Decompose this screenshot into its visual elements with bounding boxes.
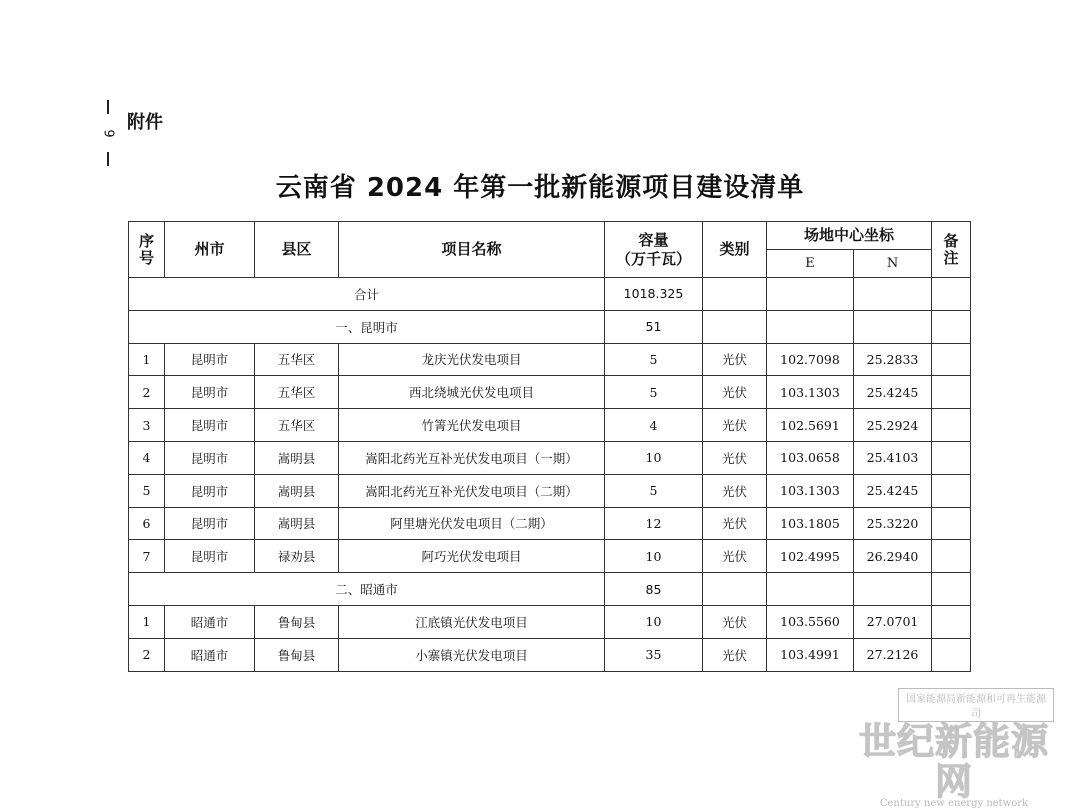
cell-county: 五华区	[255, 376, 339, 409]
total-category	[703, 278, 767, 311]
cell-capacity: 35	[605, 638, 703, 671]
page-number-dash-top	[107, 100, 109, 114]
total-label: 合计	[129, 278, 605, 311]
cell-county: 五华区	[255, 409, 339, 442]
cell-remark	[932, 507, 971, 540]
cell-remark	[932, 474, 971, 507]
cell-county: 五华区	[255, 343, 339, 376]
cell-seq: 7	[129, 540, 165, 573]
table-row	[129, 343, 971, 376]
cell-coord-n: 25.2924	[854, 409, 932, 442]
cell-coord-e: 102.4995	[767, 540, 854, 573]
cell-county: 鲁甸县	[255, 638, 339, 671]
cell-capacity: 12	[605, 507, 703, 540]
cell-remark	[932, 638, 971, 671]
table-row	[129, 409, 971, 442]
section-row	[129, 310, 971, 343]
cell-seq: 6	[129, 507, 165, 540]
cell-county: 鲁甸县	[255, 605, 339, 638]
cell-remark	[932, 409, 971, 442]
total-capacity: 1018.325	[605, 278, 703, 311]
cell-city: 昆明市	[165, 507, 255, 540]
document-title: 云南省 2024 年第一批新能源项目建设清单	[275, 173, 805, 203]
cell-capacity: 5	[605, 474, 703, 507]
section-n	[854, 310, 932, 343]
project-list-table	[128, 221, 971, 672]
section-e	[767, 573, 854, 606]
section-capacity: 51	[605, 310, 703, 343]
cell-city: 昭通市	[165, 638, 255, 671]
table-row	[129, 441, 971, 474]
cell-project-name: 阿里塘光伏发电项目（二期）	[339, 507, 605, 540]
header-capacity-line2: （万千瓦）	[615, 249, 691, 268]
watermark-subtitle: 国家能源局新能源和可再生能源司	[898, 688, 1054, 722]
header-coordinates: 场地中心坐标	[767, 222, 932, 250]
table-body	[129, 278, 971, 672]
cell-remark	[932, 441, 971, 474]
cell-project-name: 阿巧光伏发电项目	[339, 540, 605, 573]
cell-category: 光伏	[703, 343, 767, 376]
cell-coord-n: 27.2126	[854, 638, 932, 671]
section-n	[854, 573, 932, 606]
cell-category: 光伏	[703, 638, 767, 671]
cell-seq: 1	[129, 343, 165, 376]
cell-project-name: 嵩阳北药光互补光伏发电项目（二期）	[339, 474, 605, 507]
header-category: 类别	[703, 222, 767, 278]
cell-category: 光伏	[703, 605, 767, 638]
total-remark	[932, 278, 971, 311]
cell-coord-n: 25.4103	[854, 441, 932, 474]
total-n	[854, 278, 932, 311]
cell-coord-e: 102.7098	[767, 343, 854, 376]
attachment-label: 附件	[127, 112, 163, 133]
header-capacity-line1: 容量	[638, 230, 669, 249]
cell-coord-e: 103.4991	[767, 638, 854, 671]
section-row	[129, 573, 971, 606]
cell-coord-e: 103.1303	[767, 474, 854, 507]
cell-capacity: 10	[605, 441, 703, 474]
cell-category: 光伏	[703, 474, 767, 507]
cell-category: 光伏	[703, 507, 767, 540]
header-county: 县区	[255, 222, 339, 278]
page-number-dash-bottom	[107, 152, 109, 166]
cell-category: 光伏	[703, 376, 767, 409]
header-coord-n: N	[854, 250, 932, 278]
section-category	[703, 310, 767, 343]
watermark	[854, 688, 1054, 809]
cell-project-name: 龙庆光伏发电项目	[339, 343, 605, 376]
cell-project-name: 江底镇光伏发电项目	[339, 605, 605, 638]
table-row	[129, 507, 971, 540]
total-row	[129, 278, 971, 311]
cell-coord-n: 25.4245	[854, 474, 932, 507]
cell-county: 嵩明县	[255, 507, 339, 540]
cell-capacity: 4	[605, 409, 703, 442]
header-capacity	[605, 222, 703, 278]
cell-city: 昆明市	[165, 409, 255, 442]
cell-capacity: 5	[605, 376, 703, 409]
cell-county: 嵩明县	[255, 474, 339, 507]
cell-coord-e: 103.0658	[767, 441, 854, 474]
watermark-logo-text: 世纪新能源网	[859, 720, 1049, 803]
cell-city: 昆明市	[165, 343, 255, 376]
header-remark: 备注	[932, 222, 971, 278]
cell-seq: 2	[129, 376, 165, 409]
cell-coord-n: 25.4245	[854, 376, 932, 409]
section-capacity: 85	[605, 573, 703, 606]
cell-project-name: 嵩阳北药光互补光伏发电项目（一期）	[339, 441, 605, 474]
cell-seq: 1	[129, 605, 165, 638]
cell-category: 光伏	[703, 540, 767, 573]
cell-coord-e: 102.5691	[767, 409, 854, 442]
cell-remark	[932, 605, 971, 638]
total-e	[767, 278, 854, 311]
cell-project-name: 西北绕城光伏发电项目	[339, 376, 605, 409]
cell-city: 昆明市	[165, 474, 255, 507]
header-row	[129, 222, 971, 250]
cell-seq: 2	[129, 638, 165, 671]
table-row	[129, 605, 971, 638]
cell-city: 昭通市	[165, 605, 255, 638]
cell-seq: 5	[129, 474, 165, 507]
cell-coord-n: 26.2940	[854, 540, 932, 573]
cell-remark	[932, 343, 971, 376]
header-city: 州市	[165, 222, 255, 278]
cell-category: 光伏	[703, 441, 767, 474]
table-row	[129, 474, 971, 507]
cell-project-name: 竹箐光伏发电项目	[339, 409, 605, 442]
cell-capacity: 5	[605, 343, 703, 376]
cell-capacity: 10	[605, 605, 703, 638]
section-remark	[932, 573, 971, 606]
page-number	[97, 100, 119, 166]
page-number-value: 9	[100, 128, 116, 138]
section-label: 一、昆明市	[129, 310, 605, 343]
cell-coord-n: 25.3220	[854, 507, 932, 540]
cell-remark	[932, 540, 971, 573]
table-row	[129, 376, 971, 409]
table-row	[129, 638, 971, 671]
section-e	[767, 310, 854, 343]
cell-city: 昆明市	[165, 540, 255, 573]
cell-city: 昆明市	[165, 441, 255, 474]
cell-project-name: 小寨镇光伏发电项目	[339, 638, 605, 671]
section-category	[703, 573, 767, 606]
cell-coord-e: 103.1303	[767, 376, 854, 409]
cell-county: 嵩明县	[255, 441, 339, 474]
watermark-english: Century new energy network	[879, 798, 1029, 809]
cell-coord-e: 103.5560	[767, 605, 854, 638]
cell-capacity: 10	[605, 540, 703, 573]
header-coord-e: E	[767, 250, 854, 278]
cell-coord-e: 103.1805	[767, 507, 854, 540]
header-project-name: 项目名称	[339, 222, 605, 278]
cell-city: 昆明市	[165, 376, 255, 409]
cell-coord-n: 27.0701	[854, 605, 932, 638]
cell-county: 禄劝县	[255, 540, 339, 573]
section-label: 二、昭通市	[129, 573, 605, 606]
header-seq: 序号	[129, 222, 165, 278]
cell-seq: 3	[129, 409, 165, 442]
cell-seq: 4	[129, 441, 165, 474]
table-row	[129, 540, 971, 573]
cell-category: 光伏	[703, 409, 767, 442]
cell-coord-n: 25.2833	[854, 343, 932, 376]
cell-remark	[932, 376, 971, 409]
section-remark	[932, 310, 971, 343]
